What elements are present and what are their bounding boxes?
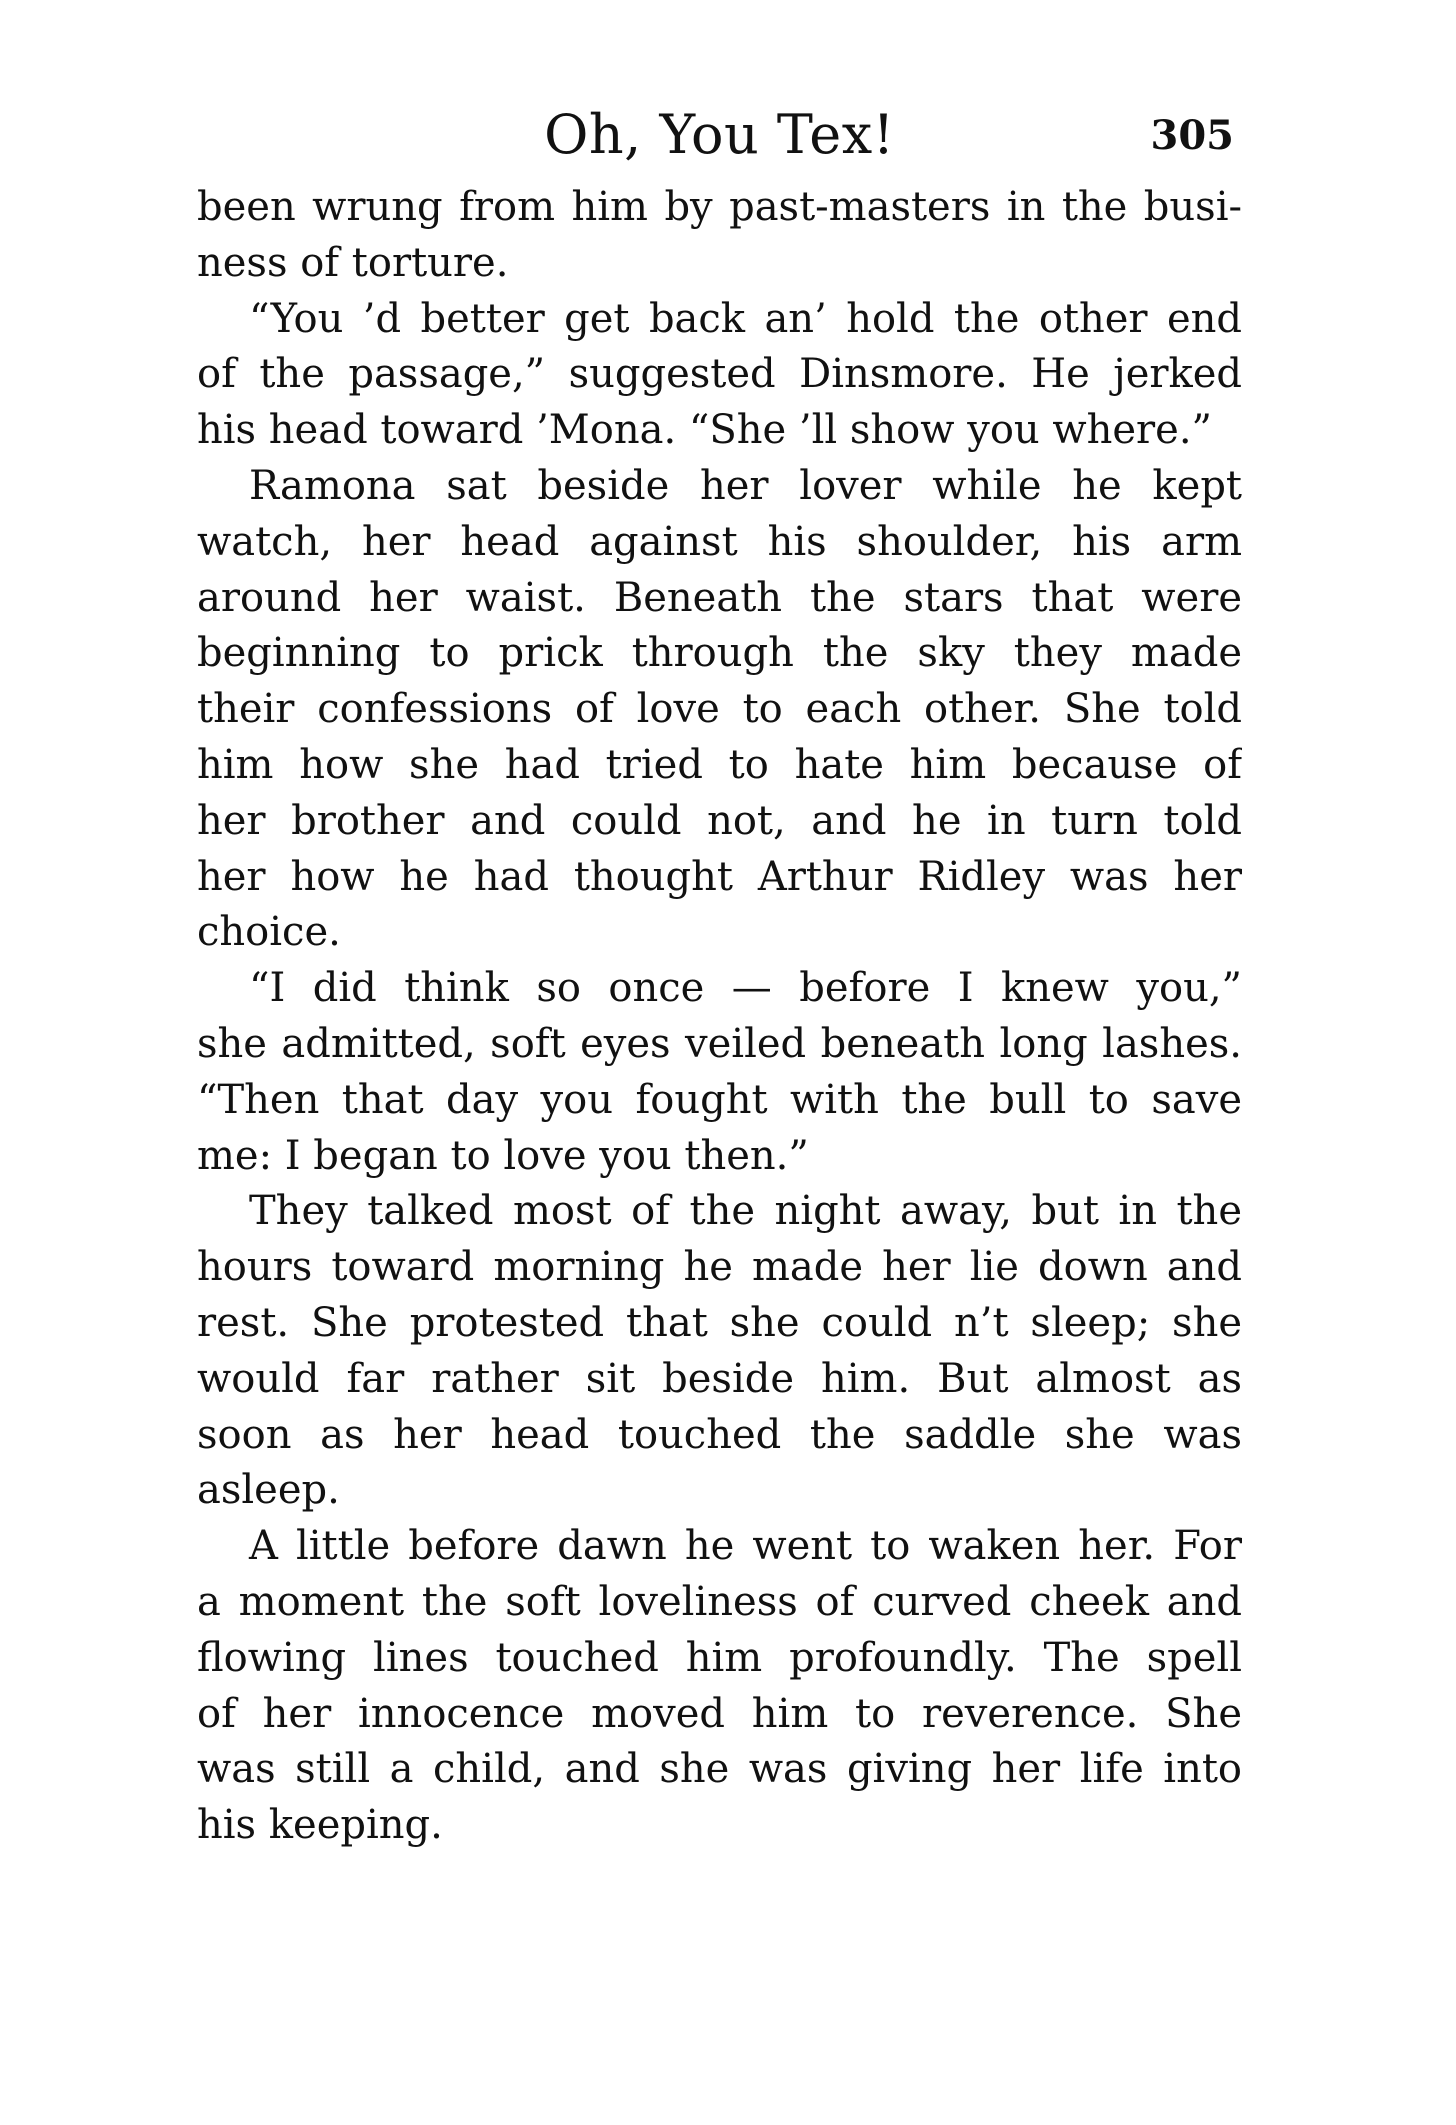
text-line: “Then that day you fought with the bull to save xyxy=(197,1076,1242,1123)
text-line: was still a child, and she was giving her life into xyxy=(197,1746,1242,1793)
text-line: ness of torture. xyxy=(197,239,509,286)
text-line: of her innocence moved him to reverence. She xyxy=(197,1690,1242,1737)
text-line: “You ’d better get back an’ hold the other end xyxy=(249,295,1242,342)
text-line: her brother and could not, and he in turn told xyxy=(197,797,1242,844)
page-header xyxy=(197,100,1242,170)
text-line: him how she had tried to hate him because of xyxy=(197,741,1242,788)
text-line: a moment the soft loveliness of curved cheek and xyxy=(197,1578,1242,1625)
text-line: Ramona sat beside her lover while he kept xyxy=(249,462,1242,509)
text-line: his head toward ’Mona. “She ’ll show you where.” xyxy=(197,407,1212,454)
text-line: watch, her head against his shoulder, his arm xyxy=(197,518,1242,565)
text-line: soon as her head touched the saddle she was xyxy=(197,1411,1242,1458)
text-line: his keeping. xyxy=(197,1802,443,1849)
text-line: A little before dawn he went to waken her. For xyxy=(249,1523,1242,1570)
text-line: They talked most of the night away, but in the xyxy=(249,1188,1242,1235)
text-line: “I did think so once — before I knew you,” xyxy=(249,965,1242,1012)
page-number: 305 xyxy=(1150,112,1234,159)
text-line: been wrung from him by past-masters in the busi- xyxy=(197,184,1242,230)
text-line: flowing lines touched him profoundly. The spell xyxy=(197,1634,1242,1681)
text-line: hours toward morning he made her lie down and xyxy=(197,1244,1242,1291)
text-line: of the passage,” suggested Dinsmore. He jerked xyxy=(197,351,1242,398)
text-line: would far rather sit beside him. But almost as xyxy=(197,1355,1242,1402)
body-text xyxy=(197,180,1242,1854)
text-line: beginning to prick through the sky they made xyxy=(197,630,1242,677)
text-line: rest. She protested that she could n’t sleep; she xyxy=(197,1299,1242,1346)
running-title: Oh, You Tex! xyxy=(544,103,895,166)
text-line: around her waist. Beneath the stars that were xyxy=(197,574,1242,621)
text-line: her how he had thought Arthur Ridley was her xyxy=(197,853,1242,900)
text-line: choice. xyxy=(197,909,341,956)
text-line: she admitted, soft eyes veiled beneath long lashes. xyxy=(197,1020,1242,1067)
text-line: asleep. xyxy=(197,1467,340,1514)
text-line: me: I began to love you then.” xyxy=(197,1132,809,1179)
text-line: their confessions of love to each other. She told xyxy=(197,686,1242,733)
